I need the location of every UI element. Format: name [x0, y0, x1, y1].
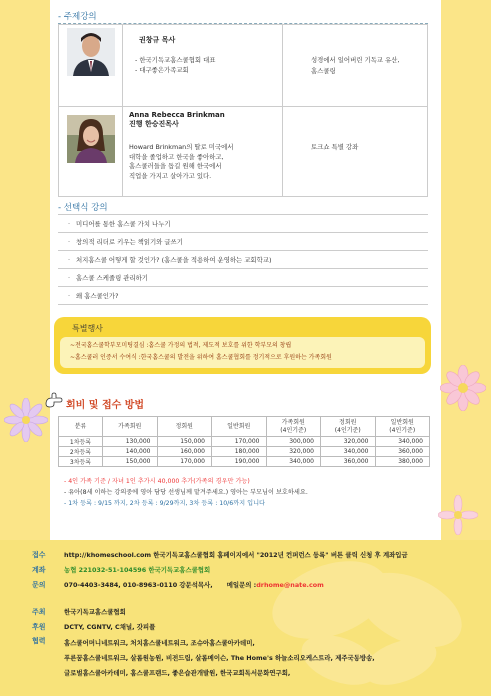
- host-label: 주최: [32, 608, 46, 616]
- contact-mail-link[interactable]: drhome@nate.com: [256, 581, 324, 589]
- account-text: 농협 221032-51-104596 한국기독교홈스쿨협회: [64, 566, 211, 574]
- coop-line-3: 글로벌홈스쿨아카데미, 홈스쿨프랜드, 좋은습관개발원, 한국교회독서문화연구회,: [64, 669, 291, 677]
- sponsor-row: [32, 622, 155, 632]
- speaker-1-topic-2: 홈스쿨링: [311, 67, 336, 75]
- table-cell: 190,000: [212, 457, 267, 467]
- table-cell: 320,000: [266, 447, 321, 457]
- elective-heading: - 선택식 강의: [58, 201, 428, 215]
- table-row: [59, 457, 430, 467]
- table-cell: 360,000: [375, 447, 430, 457]
- lecture-row: [59, 25, 428, 107]
- main-lectures-table: [58, 24, 428, 197]
- main-lectures-heading: - 주제강의: [58, 10, 428, 24]
- table-cell: 300,000: [266, 437, 321, 447]
- contact-label: 문의: [32, 581, 46, 589]
- coop-line-1: 홈스쿨어머니네트워크, 처치홈스쿨네트워크, 조슈아홈스쿨아카데미,: [64, 639, 255, 647]
- list-item: · 미디어를 통한 홈스쿨 가치 나누기: [58, 215, 428, 233]
- fee-notes: [64, 476, 308, 509]
- special-event-details: [60, 337, 425, 368]
- fee-note-2: - 유아(8세 이하는 강의중에 영아 담당 선생님께 맡겨주세요.) 영아는 부모님이 보호하세요.: [64, 489, 308, 496]
- table-row: [59, 437, 430, 447]
- table-cell: 180,000: [212, 447, 267, 457]
- coop-line-2: 푸른꿈홈스쿨네트워크, 살롬원농원, 비전드림, 살롬메이슨, The Home's 하늘소리오케스트라, 제주국동방송,: [64, 654, 375, 662]
- table-cell: 360,000: [321, 457, 376, 467]
- speaker-2-bio-1: Howard Brinkman의 딸로 미국에서: [129, 143, 234, 151]
- table-cell: 130,000: [103, 437, 158, 447]
- speaker-2-bio-3: 홈스쿨러들을 돕길 원해 한국에서: [129, 162, 222, 170]
- host-text: 한국기독교홈스쿨협회: [64, 608, 126, 616]
- sponsor-label: 후원: [32, 623, 46, 631]
- account-row: [32, 565, 210, 575]
- sponsor-text: DCTY, CGNTV, C채널, 갓피플: [64, 623, 156, 631]
- column-header: 분류: [59, 417, 103, 437]
- flower-decoration-icon: [440, 365, 486, 411]
- table-cell: 320,000: [321, 437, 376, 447]
- list-item: · 창의적 리더로 키우는 책읽기와 글쓰기: [58, 233, 428, 251]
- speaker-1-bio-1: - 한국기독교홈스쿨협회 대표: [135, 56, 216, 64]
- table-cell: 170,000: [157, 457, 212, 467]
- table-cell: 140,000: [103, 447, 158, 457]
- register-label: 접수: [32, 551, 46, 559]
- register-row: [32, 550, 408, 560]
- column-header: 가족회원 (4인기준): [266, 417, 321, 437]
- table-cell: 1차등록: [59, 437, 103, 447]
- list-item: · 왜 홈스쿨인가?: [58, 287, 428, 305]
- right-decor-band: [441, 0, 491, 540]
- speaker-2-bio-4: 직업을 가지고 살아가고 있다.: [129, 171, 212, 180]
- contact-mail-label: 메일문의 :: [226, 581, 257, 589]
- speaker-1-topic-1: 성경에서 일어버린 기독교 유산,: [311, 56, 400, 64]
- speaker-2-name: 진행 한승진목사: [129, 120, 179, 128]
- table-cell: 380,000: [375, 457, 430, 467]
- contact-row: [32, 580, 324, 590]
- register-text: http://khomeschool.com 한국기독교홈스쿨협회 홈페이지에서 "2012년 컨퍼런스 등록" 버튼 클릭 신청 후 계좌입금: [64, 551, 408, 559]
- special-event-box: [54, 317, 431, 374]
- fee-section-title: 회비 및 접수 방법: [66, 400, 145, 411]
- speaker-photo-2: [67, 115, 115, 163]
- table-cell: 150,000: [103, 457, 158, 467]
- table-row: [59, 447, 430, 457]
- host-row: [32, 607, 126, 617]
- flower-decoration-icon: [4, 398, 48, 442]
- speaker-1-name: 권창규 목사: [139, 36, 176, 44]
- speaker-photo-1: [67, 28, 115, 76]
- coop-label: 협력: [32, 637, 46, 645]
- list-item: · 처지홈스쿨 어떻게 할 것인가? (홈스쿨을 적용하여 운영하는 교회학교): [58, 251, 428, 269]
- table-cell: 340,000: [266, 457, 321, 467]
- table-cell: 3차등록: [59, 457, 103, 467]
- column-header: 가족회원: [103, 417, 158, 437]
- account-label: 계좌: [32, 566, 46, 574]
- coop-row: [32, 636, 375, 681]
- speaker-2-bio-2: 대학을 졸업하고 한국을 좋아하고,: [129, 152, 224, 161]
- list-item: · 홈스쿨 스케줄링 관리하기: [58, 269, 428, 287]
- fee-note-1: - 4인 가족 기준 / 자녀 1인 추가시 40,000 추가(가족의 경우만 가능): [64, 478, 250, 485]
- elective-list: [58, 214, 428, 305]
- special-event-title: 특별행사: [72, 324, 103, 333]
- speaker-2-name-en: Anna Rebecca Brinkman: [129, 111, 225, 119]
- event-line-1: ~전국홈스쿨학부모미팅결심 :홈스쿨 가정의 법적, 제도적 보호를 위한 학부모의 창립: [70, 342, 292, 349]
- column-header: 정회원 (4인기준): [321, 417, 376, 437]
- contact-phone: 070-4403-3484, 010-8963-0110 강문석목사,: [64, 581, 213, 589]
- fee-note-3: - 1차 등록 : 9/15 까지, 2차 등록 : 9/29까지, 3차 등록 : 10/6까지 입니다: [64, 500, 266, 507]
- event-line-2: ~홈스쿨러 인증서 수여식 :한국홈스쿨의 발전을 위하여 홈스쿨협회를 정기적으로 후원하는 가족회원: [70, 354, 332, 361]
- table-cell: 340,000: [375, 437, 430, 447]
- column-header: 정회원: [157, 417, 212, 437]
- column-header: 일반회원: [212, 417, 267, 437]
- lecture-row: [59, 107, 428, 197]
- speaker-2-topic: 토크쇼 특별 강좌: [311, 143, 359, 151]
- table-cell: 170,000: [212, 437, 267, 447]
- flower-decoration-icon: [438, 495, 478, 535]
- table-cell: 340,000: [321, 447, 376, 457]
- left-decor-band: [0, 0, 50, 540]
- speaker-1-bio-2: - 대구좋은가족교회: [135, 66, 189, 74]
- table-cell: 160,000: [157, 447, 212, 457]
- column-header: 일반회원 (4인기준): [375, 417, 430, 437]
- fee-table-header: [59, 417, 430, 437]
- table-cell: 150,000: [157, 437, 212, 447]
- table-cell: 2차등록: [59, 447, 103, 457]
- fee-table: [58, 416, 430, 467]
